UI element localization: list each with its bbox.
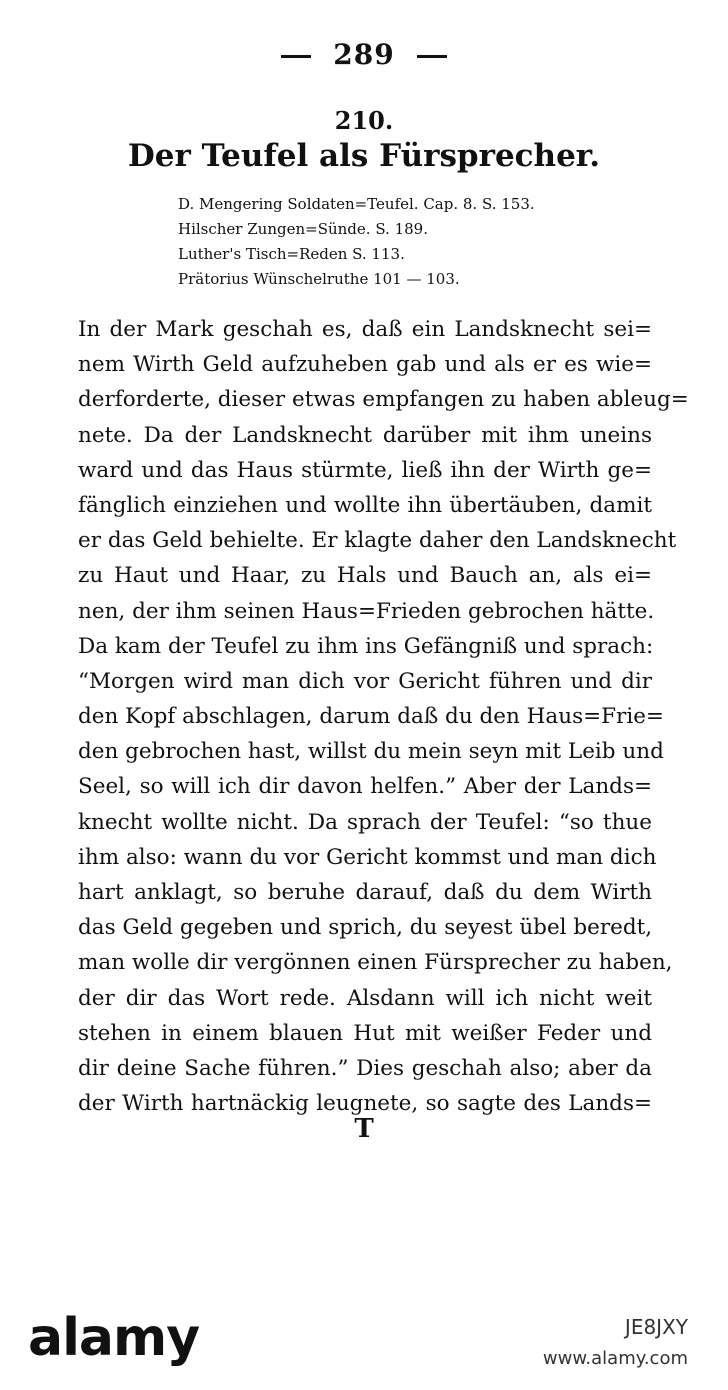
tale-number: 210. (334, 106, 394, 135)
text-line: der dir das Wort rede. Alsdann will ich nicht weit (78, 985, 652, 1011)
text-line: knecht wollte nicht. Da sprach der Teufel: “so thue (78, 809, 652, 835)
text-line: In der Mark geschah es, daß ein Landsknecht sei= (78, 317, 652, 342)
source-line: Luther's Tisch=Reden S. 113. (178, 245, 405, 263)
text-line: Seel, so will ich dir davon helfen.” Aber der Lands= (78, 774, 652, 800)
source-line: Hilscher Zungen=Sünde. S. 189. (178, 220, 428, 238)
left-dash (281, 55, 311, 58)
text-line: stehen in einem blauen Hut mit weißer Feder und (78, 1020, 652, 1046)
text-line: nem Wirth Geld aufzuheben gab und als er es wie= (78, 352, 652, 378)
text-line: derforderte, dieser etwas empfangen zu haben ableug= (78, 387, 689, 413)
source-line: D. Mengering Soldaten=Teufel. Cap. 8. S. 153. (178, 195, 535, 213)
alamy-logo: alamy (28, 1308, 200, 1368)
text-line: ihm also: wann du vor Gericht kommst und man dich (78, 844, 657, 870)
text-line: ward und das Haus stürmte, ließ ihn der Wirth ge= (78, 457, 652, 483)
text-line: den gebrochen hast, willst du mein seyn mit Leib und (78, 739, 664, 765)
text-line: den Kopf abschlagen, darum daß du den Haus=Frie= (78, 704, 664, 730)
catchword: T (354, 1114, 374, 1144)
page-number: 289 (333, 38, 395, 71)
watermark-url: www.alamy.com (542, 1348, 688, 1369)
text-line: man wolle dir vergönnen einen Fürsprecher zu haben, (78, 950, 673, 976)
source-line: Prätorius Wünschelruthe 101 — 103. (178, 270, 460, 288)
text-line: er das Geld behielte. Er klagte daher den Landsknecht (78, 528, 677, 554)
text-line: Da kam der Teufel zu ihm ins Gefängniß und sprach: (78, 633, 654, 659)
body-text (78, 312, 689, 1121)
tale-title: Der Teufel als Fürsprecher. (127, 138, 601, 174)
text-line: “Morgen wird man dich vor Gericht führen und dir (78, 668, 652, 694)
page-number-header (0, 38, 728, 71)
image-code: JE8JXY (624, 1315, 688, 1339)
text-line: nete. Da der Landsknecht darüber mit ihm uneins (78, 422, 652, 448)
text-line: zu Haut und Haar, zu Hals und Bauch an, als ei= (78, 563, 652, 589)
text-line: hart anklagt, so beruhe darauf, daß du dem Wirth (78, 880, 652, 905)
right-dash (417, 55, 447, 58)
text-line: der Wirth hartnäckig leugnete, so sagte des Lands= (78, 1091, 652, 1117)
text-line: dir deine Sache führen.” Dies geschah also; aber da (78, 1055, 652, 1081)
source-references (178, 192, 618, 292)
text-line: das Geld gegeben und sprich, du seyest übel beredt, (78, 915, 653, 941)
text-line: nen, der ihm seinen Haus=Frieden gebrochen hätte. (78, 598, 655, 624)
text-line: fänglich einziehen und wollte ihn übertäuben, damit (78, 492, 652, 518)
